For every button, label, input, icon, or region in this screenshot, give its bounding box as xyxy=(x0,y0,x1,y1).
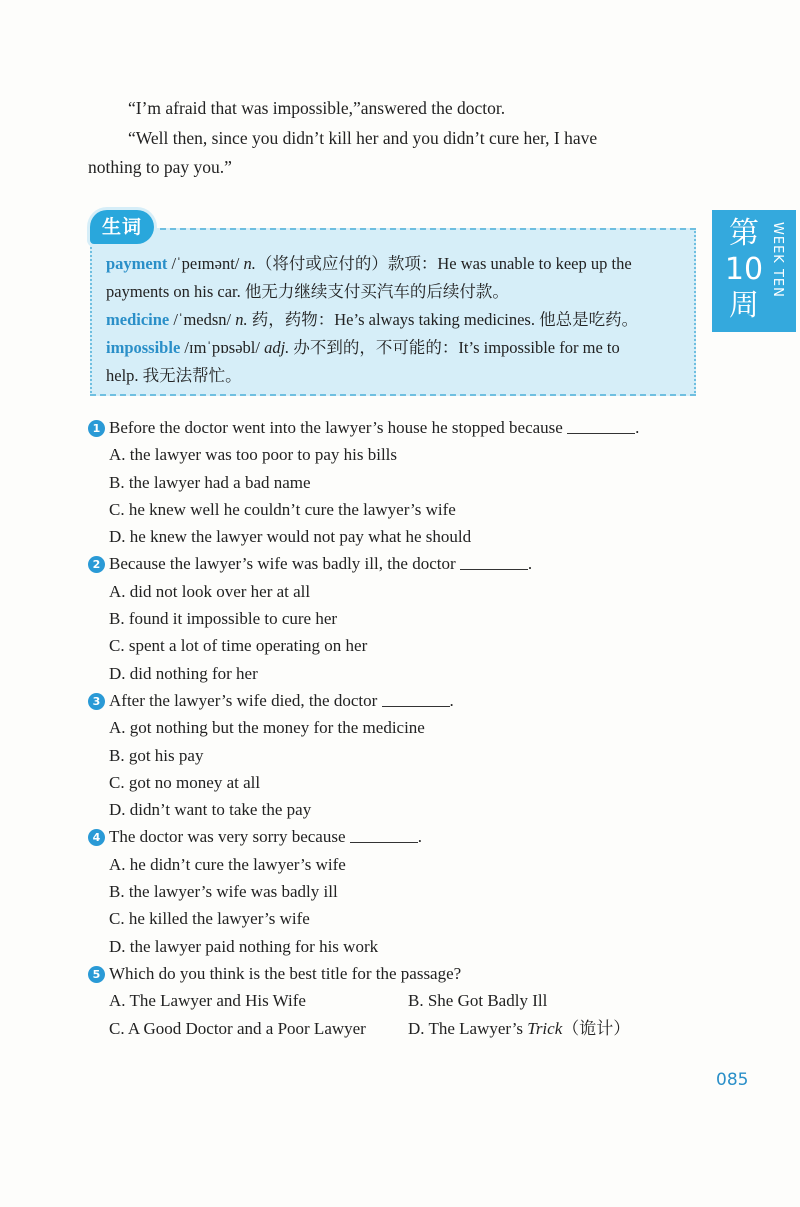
vocab-entry-payment-cont xyxy=(106,278,686,306)
answer-blank xyxy=(460,556,528,570)
option-a: A. got nothing but the money for the medicine xyxy=(109,718,425,738)
vocabulary-badge: 生词 xyxy=(90,210,154,244)
vocab-entry-impossible-cont xyxy=(106,362,686,390)
option-b: B. the lawyer had a bad name xyxy=(109,472,311,492)
vocab-meaning: （将付或应付的）款项：He was unable to keep up the xyxy=(255,254,632,273)
vocab-entry-impossible xyxy=(106,334,686,362)
answer-blank xyxy=(350,829,418,843)
option-d-suffix: （诡计） xyxy=(562,1018,631,1038)
vocab-meaning: payments on his car. 他无力继续支付买汽车的后续付款。 xyxy=(106,282,509,301)
week-tab-number: 10 xyxy=(724,252,764,287)
week-tab xyxy=(712,210,796,332)
option-c: C. spent a lot of time operating on her xyxy=(109,636,368,656)
vocab-phonetic: /ˈmedsn/ xyxy=(173,310,232,329)
passage-line: “I’m afraid that was impossible,”answered the doctor. xyxy=(128,98,506,118)
page-number: 085 xyxy=(716,1070,749,1090)
option-c: C. he killed the lawyer’s wife xyxy=(109,909,310,929)
question-number-badge: 2 xyxy=(88,556,105,573)
passage-line: nothing to pay you.” xyxy=(88,157,232,177)
question-number-badge: 5 xyxy=(88,966,105,983)
option-d-italic: Trick xyxy=(527,1018,563,1038)
vocab-entry-medicine xyxy=(106,306,686,334)
answer-blank xyxy=(567,420,635,434)
question-2: 2 Because the lawyer’s wife was badly ill, the doctor . xyxy=(88,550,708,577)
vocab-meaning: 办不到的，不可能的：It’s impossible for me to xyxy=(293,338,620,357)
option-b: B. the lawyer’s wife was badly ill xyxy=(109,882,338,902)
question-stem: Because the lawyer’s wife was badly ill, the doctor xyxy=(109,554,456,574)
passage-paragraph-2 xyxy=(88,124,700,182)
question-stem: Before the doctor went into the lawyer’s house he stopped because xyxy=(109,418,563,437)
week-tab-chinese xyxy=(720,216,768,324)
vocab-word: payment xyxy=(106,254,168,273)
question-number-badge: 3 xyxy=(88,693,105,710)
vocabulary-list xyxy=(106,250,686,390)
vocab-meaning: help. 我无法帮忙。 xyxy=(106,366,242,385)
option-d: D. the lawyer paid nothing for his work xyxy=(109,936,379,956)
question-stem: After the lawyer’s wife died, the doctor xyxy=(109,690,378,710)
option-row-cd xyxy=(88,1015,708,1042)
passage-paragraph-1 xyxy=(88,94,700,123)
vocab-meaning: 药，药物：He’s always taking medicines. 他总是吃药。 xyxy=(251,310,639,329)
passage-line: “Well then, since you didn’t kill her and you didn’t cure her, I have xyxy=(128,128,598,148)
option-b: B. found it impossible to cure her xyxy=(109,609,338,629)
option-row-ab xyxy=(88,987,708,1014)
vocab-pos: n. xyxy=(243,254,256,273)
option-a: A. did not look over her at all xyxy=(109,581,311,601)
question-4: 4 The doctor was very sorry because . xyxy=(88,823,708,850)
option-d: D. did nothing for her xyxy=(109,663,258,683)
question-stem: The doctor was very sorry because xyxy=(109,827,346,847)
option-a: A. he didn’t cure the lawyer’s wife xyxy=(109,854,346,874)
option-c: C. he knew well he couldn’t cure the lawyer’s wife xyxy=(109,499,456,519)
week-tab-english: WEEK TEN xyxy=(770,222,785,298)
option-d xyxy=(408,1019,630,1038)
answer-blank xyxy=(382,693,450,707)
option-c: C. A Good Doctor and a Poor Lawyer xyxy=(109,1018,366,1038)
question-number-badge: 1 xyxy=(88,420,105,437)
question-number-badge: 4 xyxy=(88,829,105,846)
week-tab-char: 周 xyxy=(729,288,759,323)
question-5 xyxy=(88,960,708,987)
option-d-text: D. The Lawyer’s xyxy=(408,1018,528,1038)
option-a: A. the lawyer was too poor to pay his bills xyxy=(109,445,398,465)
vocab-phonetic: /ɪmˈpɒsəbl/ xyxy=(184,338,260,357)
option-b: B. got his pay xyxy=(109,745,204,765)
vocab-pos: n. xyxy=(235,310,248,329)
option-b: B. She Got Badly Ill xyxy=(408,991,548,1011)
question-1: 1 Before the doctor went into the lawyer’s house he stopped because . xyxy=(88,414,708,441)
question-3: 3 After the lawyer’s wife died, the doctor . xyxy=(88,687,708,714)
option-c: C. got no money at all xyxy=(109,772,261,792)
vocab-entry-payment xyxy=(106,250,686,278)
week-tab-char: 第 xyxy=(729,216,759,251)
option-d: D. he knew the lawyer would not pay what he should xyxy=(109,527,472,547)
question-stem: Which do you think is the best title for the passage? xyxy=(109,963,462,983)
vocab-word: impossible xyxy=(106,338,181,357)
vocab-phonetic: /ˈpeɪmənt/ xyxy=(171,254,240,273)
vocab-pos: adj. xyxy=(264,338,290,357)
question-list xyxy=(88,414,708,1042)
vocab-word: medicine xyxy=(106,310,170,329)
option-a: A. The Lawyer and His Wife xyxy=(109,991,306,1011)
option-d: D. didn’t want to take the pay xyxy=(109,800,312,820)
